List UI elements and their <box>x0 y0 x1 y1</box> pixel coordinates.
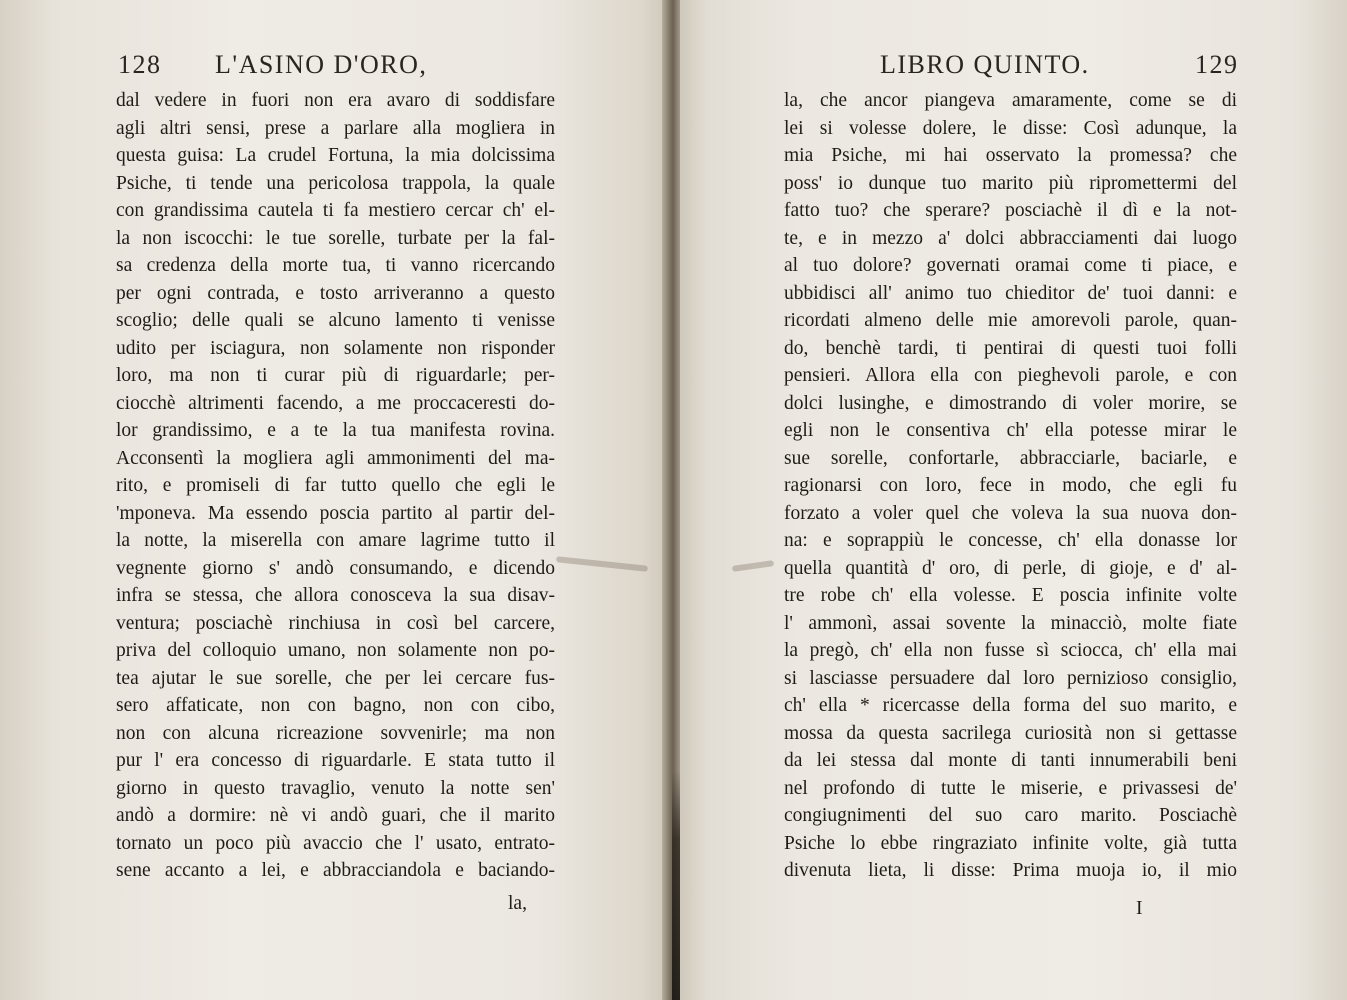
text-line: sero affaticate, non con bagno, non con cibo, <box>116 695 555 716</box>
text-line: tornato un poco più avaccio che l' usato, entrato- <box>116 832 555 854</box>
text-line: na: e soprappiù le concesse, ch' ella donasse lor <box>784 530 1237 551</box>
left-catchword: la, <box>508 893 527 914</box>
text-line: per ogni contrada, e tosto arriveranno a questo <box>116 282 555 304</box>
text-line: da lei stessa dal monte di tanti innumerabili beni <box>784 750 1237 771</box>
text-line: vegnente giorno s' andò consumando, e dicendo <box>116 557 555 579</box>
text-line: ubbidisci all' animo tuo chieditor de' tuoi danni: e <box>784 282 1237 304</box>
text-line: pur l' era concesso di riguardarle. E stata tutto il <box>116 750 555 771</box>
left-page-body <box>116 87 555 885</box>
text-line: te, e in mezzo a' dolci abbracciamenti dai luogo <box>784 227 1237 249</box>
text-line: andò a dormire: nè vi andò guari, che il marito <box>116 805 555 826</box>
text-line: tre robe ch' ella volesse. E poscia infinite volte <box>784 585 1237 606</box>
text-line: lei si volesse dolere, le disse: Così adunque, la <box>784 117 1237 139</box>
text-line: sene accanto a lei, e abbracciandola e baciando- <box>116 860 555 881</box>
page-stain <box>556 556 648 572</box>
text-line: mia Psiche, mi hai osservato la promessa? che <box>784 145 1237 166</box>
text-line: al tuo dolore? governati oramai come ti piace, e <box>784 255 1237 276</box>
text-line: nel profondo di tutte le miserie, e privassesi de' <box>784 777 1237 799</box>
text-line: giorno in questo travaglio, venuto la notte sen' <box>116 777 555 799</box>
text-line: Psiche, ti tende una pericolosa trappola, la quale <box>116 172 555 194</box>
text-line: mossa da questa sacrilega curiosità non si gettasse <box>784 722 1237 744</box>
text-line: la, che ancor piangeva amaramente, come se di <box>784 90 1237 111</box>
text-line: ch' ella * ricercasse della forma del suo marito, e <box>784 695 1237 716</box>
text-line: 'mponeva. Ma essendo poscia partito al partir del- <box>116 502 555 524</box>
text-line: forzato a voler quel che voleva la sua nuova don- <box>784 502 1237 524</box>
text-line: questa guisa: La crudel Fortuna, la mia dolcissima <box>116 145 555 166</box>
text-line: con grandissima cautela ti fa mestiero cercar ch' el- <box>116 200 555 221</box>
text-line: la notte, la miserella con amare lagrime tutto il <box>116 530 555 551</box>
left-running-title: L'ASINO D'ORO, <box>215 50 428 79</box>
text-line: fatto tuo? che sperare? posciachè il dì e la not- <box>784 200 1237 221</box>
text-line: do, benchè tardi, ti pentirai di questi tuoi folli <box>784 337 1237 359</box>
left-page <box>0 0 668 1000</box>
text-line: ventura; posciachè rinchiusa in così bel carcere, <box>116 612 555 634</box>
text-line: rito, e promiseli di far tutto quello che egli le <box>116 475 555 496</box>
text-line: quella quantità d' oro, di perle, di gioje, e d' al- <box>784 557 1237 579</box>
text-line: dolci lusinghe, e dimostrando di voler morire, se <box>784 392 1237 414</box>
left-page-number: 128 <box>118 50 162 79</box>
text-line: ricordati almeno delle mie amorevoli parole, quan- <box>784 310 1237 331</box>
text-line: agli altri sensi, prese a parlare alla mogliera in <box>116 117 555 139</box>
right-page <box>680 0 1347 1000</box>
text-line: tea ajutar le sue sorelle, che per lei cercare fus- <box>116 667 555 689</box>
right-page-body <box>784 87 1237 885</box>
text-line: sue sorelle, confortarle, abbracciarle, baciarle, e <box>784 447 1237 469</box>
text-line: priva del colloquio umano, non solamente non po- <box>116 640 555 661</box>
text-line: udito per isciagura, non solamente non risponder <box>116 337 555 359</box>
text-line: poss' io dunque tuo marito più ripromettermi del <box>784 172 1237 194</box>
text-line: loro, ma non ti curar più di riguardarle; per- <box>116 365 555 386</box>
right-running-title: LIBRO QUINTO. <box>880 50 1090 79</box>
right-signature-mark: I <box>1136 898 1143 919</box>
text-line: Acconsentì la mogliera agli ammonimenti del ma- <box>116 447 555 469</box>
text-line: Psiche lo ebbe ringraziato infinite volte, già tutta <box>784 832 1237 854</box>
gutter-shadow <box>672 770 680 1000</box>
text-line: divenuta lieta, li disse: Prima muoja io, il mio <box>784 860 1237 881</box>
text-line: infra se stessa, che allora conosceva la sua disav- <box>116 585 555 606</box>
text-line: la non iscocchi: le tue sorelle, turbate per la fal- <box>116 227 555 249</box>
text-line: dal vedere in fuori non era avaro di soddisfare <box>116 90 555 111</box>
text-line: ciocchè altrimenti facendo, a me proccaceresti do- <box>116 392 555 414</box>
text-line: lor grandissimo, e a te la tua manifesta rovina. <box>116 420 555 441</box>
text-line: si lasciasse persuadere dal loro pernizioso consiglio, <box>784 667 1237 689</box>
text-line: pensieri. Allora ella con pieghevoli parole, e con <box>784 365 1237 386</box>
text-line: ragionarsi con loro, fece in modo, che egli fu <box>784 475 1237 496</box>
text-line: la pregò, ch' ella non fusse sì sciocca, ch' ella mai <box>784 640 1237 661</box>
text-line: congiugnimenti del suo caro marito. Posciachè <box>784 805 1237 826</box>
text-line: sa credenza della morte tua, ti vanno ricercando <box>116 255 555 276</box>
text-line: non con alcuna ricreazione sovvenirle; ma non <box>116 722 555 744</box>
text-line: scoglio; delle quali se alcuno lamento ti venisse <box>116 310 555 331</box>
text-line: l' ammonì, assai sovente la minacciò, molte fiate <box>784 612 1237 634</box>
page-stain <box>732 560 774 572</box>
right-page-number: 129 <box>1195 50 1239 79</box>
text-line: egli non le consentiva ch' ella potesse mirar le <box>784 420 1237 441</box>
